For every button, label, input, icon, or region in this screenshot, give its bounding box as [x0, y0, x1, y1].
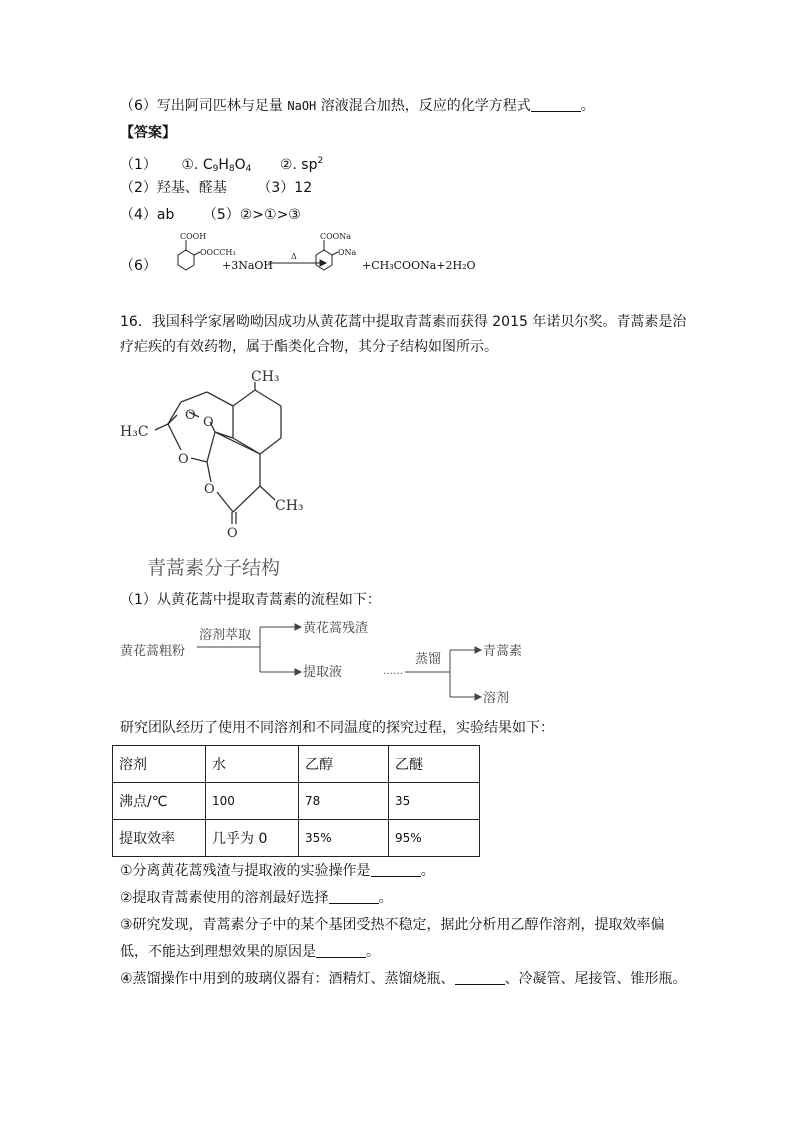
subquestion-3-line1: ③研究发现，青蒿素分子中的某个基团受热不稳定，据此分析用乙醇作溶剂，提取效率偏 — [120, 917, 665, 933]
flow-step2: 蒸馏 — [415, 652, 442, 667]
oxygen-peroxide-1: O — [185, 408, 196, 423]
product-ona: ONa — [338, 248, 357, 257]
flow-prod1: 青蒿素 — [483, 644, 523, 659]
reaction-equation — [150, 228, 480, 278]
methyl-top: CH₃ — [251, 369, 280, 385]
flow-out-extract: 提取液 — [303, 665, 343, 680]
table-cell: 沸点/℃ — [113, 783, 206, 820]
table-cell: 乙醚 — [389, 746, 480, 783]
oxygen-peroxide-2: O — [203, 415, 214, 430]
methyl-left: H₃C — [120, 424, 149, 440]
table-cell: 几乎为 0 — [206, 820, 299, 857]
oxygen-ether: O — [178, 452, 189, 467]
answer-blank — [329, 889, 379, 904]
artemisinin-structure — [115, 362, 315, 582]
table-cell: 提取效率 — [113, 820, 206, 857]
subquestion-1: ①分离黄花蒿残渣与提取液的实验操作是 。 — [120, 863, 435, 879]
reactant-oocch3: OOCCH₃ — [200, 248, 236, 257]
question-16-line1: 16．我国科学家屠呦呦因成功从黄花蒿中提取青蒿素而获得 2015 年诺贝尔奖。青蒿素是治 — [120, 314, 687, 330]
table-cell: 35 — [389, 783, 480, 820]
table-row — [113, 783, 480, 820]
answer-blank — [531, 97, 581, 112]
question-6: （6）写出阿司匹林与足量 NaOH 溶液混合加热，反应的化学方程式 。 — [120, 98, 595, 114]
product-coona: COONa — [320, 232, 352, 241]
answer-blank — [316, 943, 366, 958]
flow-start: 黄花蒿粗粉 — [120, 644, 186, 659]
extraction-flowchart — [115, 615, 535, 710]
subquestion-2: ②提取青蒿素使用的溶剂最好选择 。 — [120, 890, 393, 906]
reactant-benzene-ring — [178, 240, 200, 270]
table-cell: 溶剂 — [113, 746, 206, 783]
table-cell: 水 — [206, 746, 299, 783]
oxygen-carbonyl: O — [227, 526, 238, 541]
question-16-line2: 疗疟疾的有效药物，属于酯类化合物，其分子结构如图所示。 — [120, 339, 498, 355]
answer-1: （1） ①. $C_9H_8O_4$ ②. $sp^2$ — [120, 156, 324, 174]
table-intro: 研究团队经历了使用不同溶剂和不同温度的探究过程，实验结果如下： — [120, 720, 554, 736]
answer-2-3: （2）羟基、醛基 （3）12 — [120, 180, 313, 196]
table-cell: 100 — [206, 783, 299, 820]
table-cell: 35% — [299, 820, 389, 857]
structure-caption: 青蒿素分子结构 — [147, 557, 281, 579]
answer-blank — [455, 970, 505, 985]
reaction-condition: Δ — [291, 252, 297, 261]
table-cell: 乙醇 — [299, 746, 389, 783]
reactant-naoh: +3NaOH — [222, 259, 274, 272]
flow-dots: …… — [383, 666, 403, 677]
answer-heading: 【答案】 — [120, 125, 176, 141]
subquestion-3-line2: 低，不能达到理想效果的原因是 。 — [120, 944, 380, 960]
answer-6-label: （6） — [120, 258, 157, 274]
table-row — [113, 820, 480, 857]
table-cell: 95% — [389, 820, 480, 857]
answer-blank — [371, 862, 421, 877]
answer-4-5: （4）ab （5）②>①>③ — [120, 207, 301, 223]
oxygen-ester: O — [204, 482, 215, 497]
results-table — [112, 745, 480, 857]
reaction-arrow — [268, 260, 326, 266]
subquestion-4: ④蒸馏操作中用到的玻璃仪器有：酒精灯、蒸馏烧瓶、 、冷凝管、尾接管、锥形瓶。 — [120, 971, 687, 987]
part1-intro: （1）从黄花蒿中提取青蒿素的流程如下： — [120, 592, 381, 608]
reactant-cooh: COOH — [180, 232, 207, 241]
table-cell: 78 — [299, 783, 389, 820]
flow-step1: 溶剂萃取 — [199, 628, 252, 643]
product-tail: +CH₃COONa+2H₂O — [362, 259, 476, 272]
flow-out-residue: 黄花蒿残渣 — [303, 621, 369, 636]
table-header-row — [113, 746, 480, 783]
flow-prod2: 溶剂 — [483, 691, 510, 706]
product-benzene-ring — [316, 240, 338, 270]
methyl-right: CH₃ — [275, 498, 304, 514]
